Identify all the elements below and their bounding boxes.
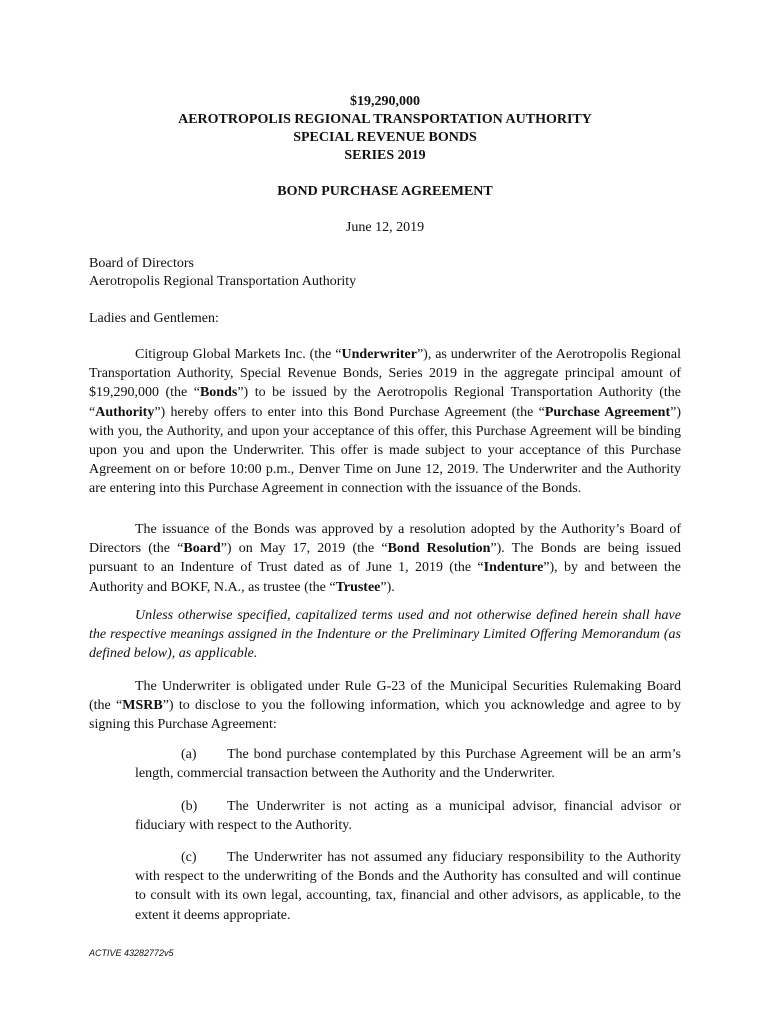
defined-term: Purchase Agreement [544, 404, 671, 420]
defined-term: MSRB [122, 698, 163, 714]
item-label: (c) [181, 850, 197, 865]
paragraph-offer: Citigroup Global Markets Inc. (the “Underwriter”), as underwriter of the Aerotropolis Regional Transportation Authority, Special Revenue Bonds, Series 2019 in the aggregate principal amount of $19,290,000 (the “Bonds”) to be issued by the Aerotropolis Regional Transportation Authority (the “Authority”) hereby offers to enter into this Bond Purchase Agreement (the “Purchase Agreement”) with you, the Authority, and upon your acceptance of this offer, this Purchase Agreement will be binding upon you and upon the Underwriter. This offer is made subject to your acceptance of this Purchase Agreement on or before 10:00 p.m., Denver Time on June 12, 2019. The Underwriter and the Authority are entering into this Purchase Agreement in connection with the issuance of the Bonds. [89, 347, 681, 497]
paragraph-issuance: The issuance of the Bonds was approved by a resolution adopted by the Authority’s Board of Directors (the “Board”) on May 17, 2019 (the “Bond Resolution”). The Bonds are being issued pursuant to an Indenture of Trust dated as of June 1, 2019 (the “Indenture”), by and between the Authority and BOKF, N.A., as trustee (the “Trustee”). [89, 522, 681, 595]
defined-term: Board [183, 541, 221, 557]
item-label: (b) [181, 799, 198, 814]
bond-series: SERIES 2019 [344, 148, 426, 163]
offering-amount: $19,290,000 [350, 94, 420, 109]
disclosure-item-b: (b) The Underwriter is not acting as a municipal advisor, financial advisor or fiduciary with respect to the Authority. [135, 799, 681, 834]
disclosure-item-c: (c) The Underwriter has not assumed any fiduciary responsibility to the Authority with respect to the underwriting of the Bonds and the Authority has consulted and will continue to consult with its own legal, accounting, tax, financial and other advisors, as applicable, to the extent it deems appropriate. [135, 850, 681, 923]
bond-type: SPECIAL REVENUE BONDS [293, 130, 477, 145]
addressee-line-2: Aerotropolis Regional Transportation Authority [89, 274, 357, 289]
document-title: BOND PURCHASE AGREEMENT [277, 184, 493, 199]
agreement-date: June 12, 2019 [345, 220, 425, 235]
defined-term: Trustee [335, 579, 381, 595]
defined-term: Bonds [199, 385, 238, 401]
defined-term: Bond Resolution [387, 541, 491, 557]
item-label: (a) [181, 747, 197, 762]
addressee-line-1: Board of Directors [89, 256, 194, 271]
paragraph-msrb-disclosure: The Underwriter is obligated under Rule G-23 of the Municipal Securities Rulemaking Board (the “MSRB”) to disclose to you the following information, which you acknowledge and agree to by signing this Purchase Agreement: [89, 679, 681, 733]
salutation: Ladies and Gentlemen: [89, 311, 219, 326]
defined-term: Underwriter [341, 347, 417, 362]
document-id-footer: ACTIVE 43282772v5 [89, 948, 174, 958]
paragraph-definitions: Unless otherwise specified, capitalized terms used and not otherwise defined herein shall have the respective meanings assigned in the Indenture or the Preliminary Limited Offering Memorandum (as defined below), as applicable. [89, 608, 681, 662]
defined-term: Authority [95, 404, 155, 420]
disclosure-item-a: (a) The bond purchase contemplated by this Purchase Agreement will be an arm’s length, commercial transaction between the Authority and the Underwriter. [135, 747, 681, 782]
defined-term: Indenture [483, 560, 544, 576]
issuer-name: AEROTROPOLIS REGIONAL TRANSPORTATION AUTHORITY [178, 112, 592, 127]
